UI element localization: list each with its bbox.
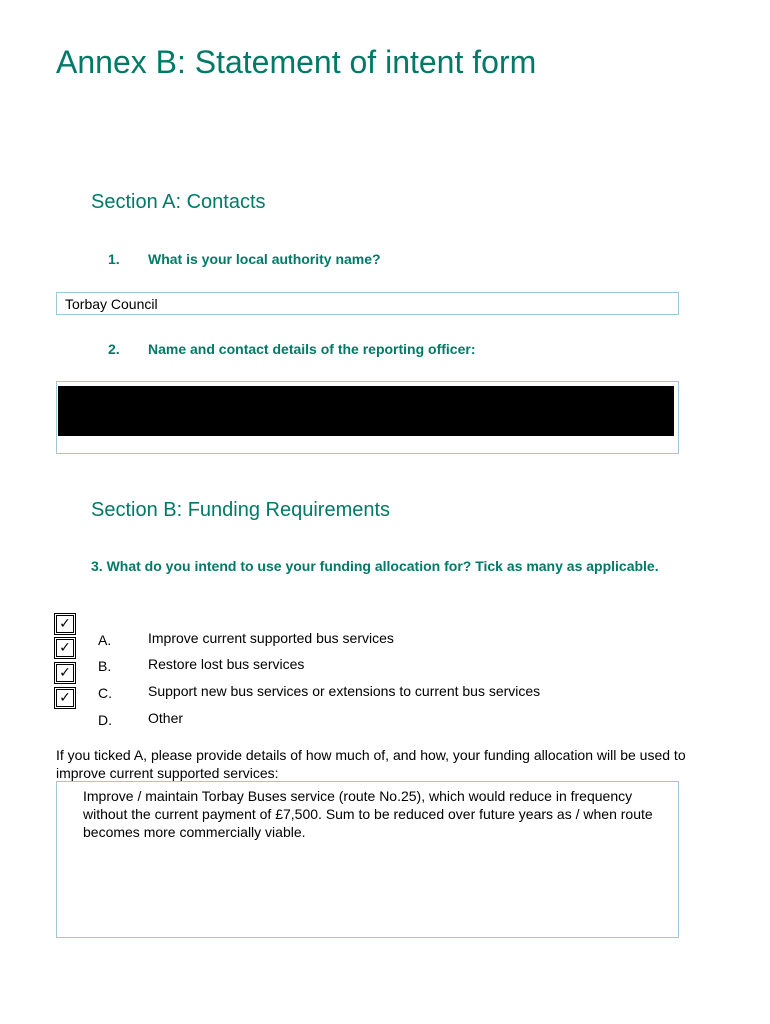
checkbox-option-c[interactable] <box>54 662 76 684</box>
reporting-officer-field[interactable] <box>56 381 679 454</box>
check-icon: ✓ <box>59 665 71 681</box>
page-title: Annex B: Statement of intent form <box>56 44 537 80</box>
check-icon: ✓ <box>59 690 71 706</box>
local-authority-value: Torbay Council <box>65 296 158 312</box>
option-b-letter: B. <box>98 658 112 674</box>
check-icon: ✓ <box>59 640 71 656</box>
followup-answer-text: Improve / maintain Torbay Buses service (route No.25), which would reduce in frequency without the current payment of £7,500. Sum to be reduced over future years as / when route becomes more commercially viable. <box>83 788 653 840</box>
redaction-block <box>58 386 674 436</box>
followup-prompt: If you ticked A, please provide details of how much of, and how, your funding allocation will be used to improve current supported services: <box>56 747 686 781</box>
question-3-text: 3. What do you intend to use your funding allocation for? Tick as many as applicable. <box>91 558 659 574</box>
followup-answer-field[interactable] <box>56 781 679 938</box>
option-a-letter: A. <box>98 632 112 648</box>
question-2-text: Name and contact details of the reporting officer: <box>148 341 476 357</box>
question-2-number: 2. <box>108 341 120 357</box>
checkbox-option-b[interactable] <box>54 637 76 659</box>
checkbox-option-d[interactable] <box>54 687 76 709</box>
check-icon: ✓ <box>59 616 71 632</box>
option-b-label: Restore lost bus services <box>148 656 305 672</box>
option-d-label: Other <box>148 710 184 726</box>
local-authority-field[interactable] <box>56 292 679 315</box>
section-a-heading: Section A: Contacts <box>91 191 266 213</box>
option-a-label: Improve current supported bus services <box>148 630 394 646</box>
option-c-letter: C. <box>98 685 112 701</box>
option-c-label: Support new bus services or extensions to current bus services <box>148 683 541 699</box>
checkbox-option-a[interactable] <box>54 613 76 635</box>
section-b-heading: Section B: Funding Requirements <box>91 499 391 521</box>
question-1-number: 1. <box>108 251 120 267</box>
option-d-letter: D. <box>98 712 112 728</box>
question-1-text: What is your local authority name? <box>148 251 381 267</box>
